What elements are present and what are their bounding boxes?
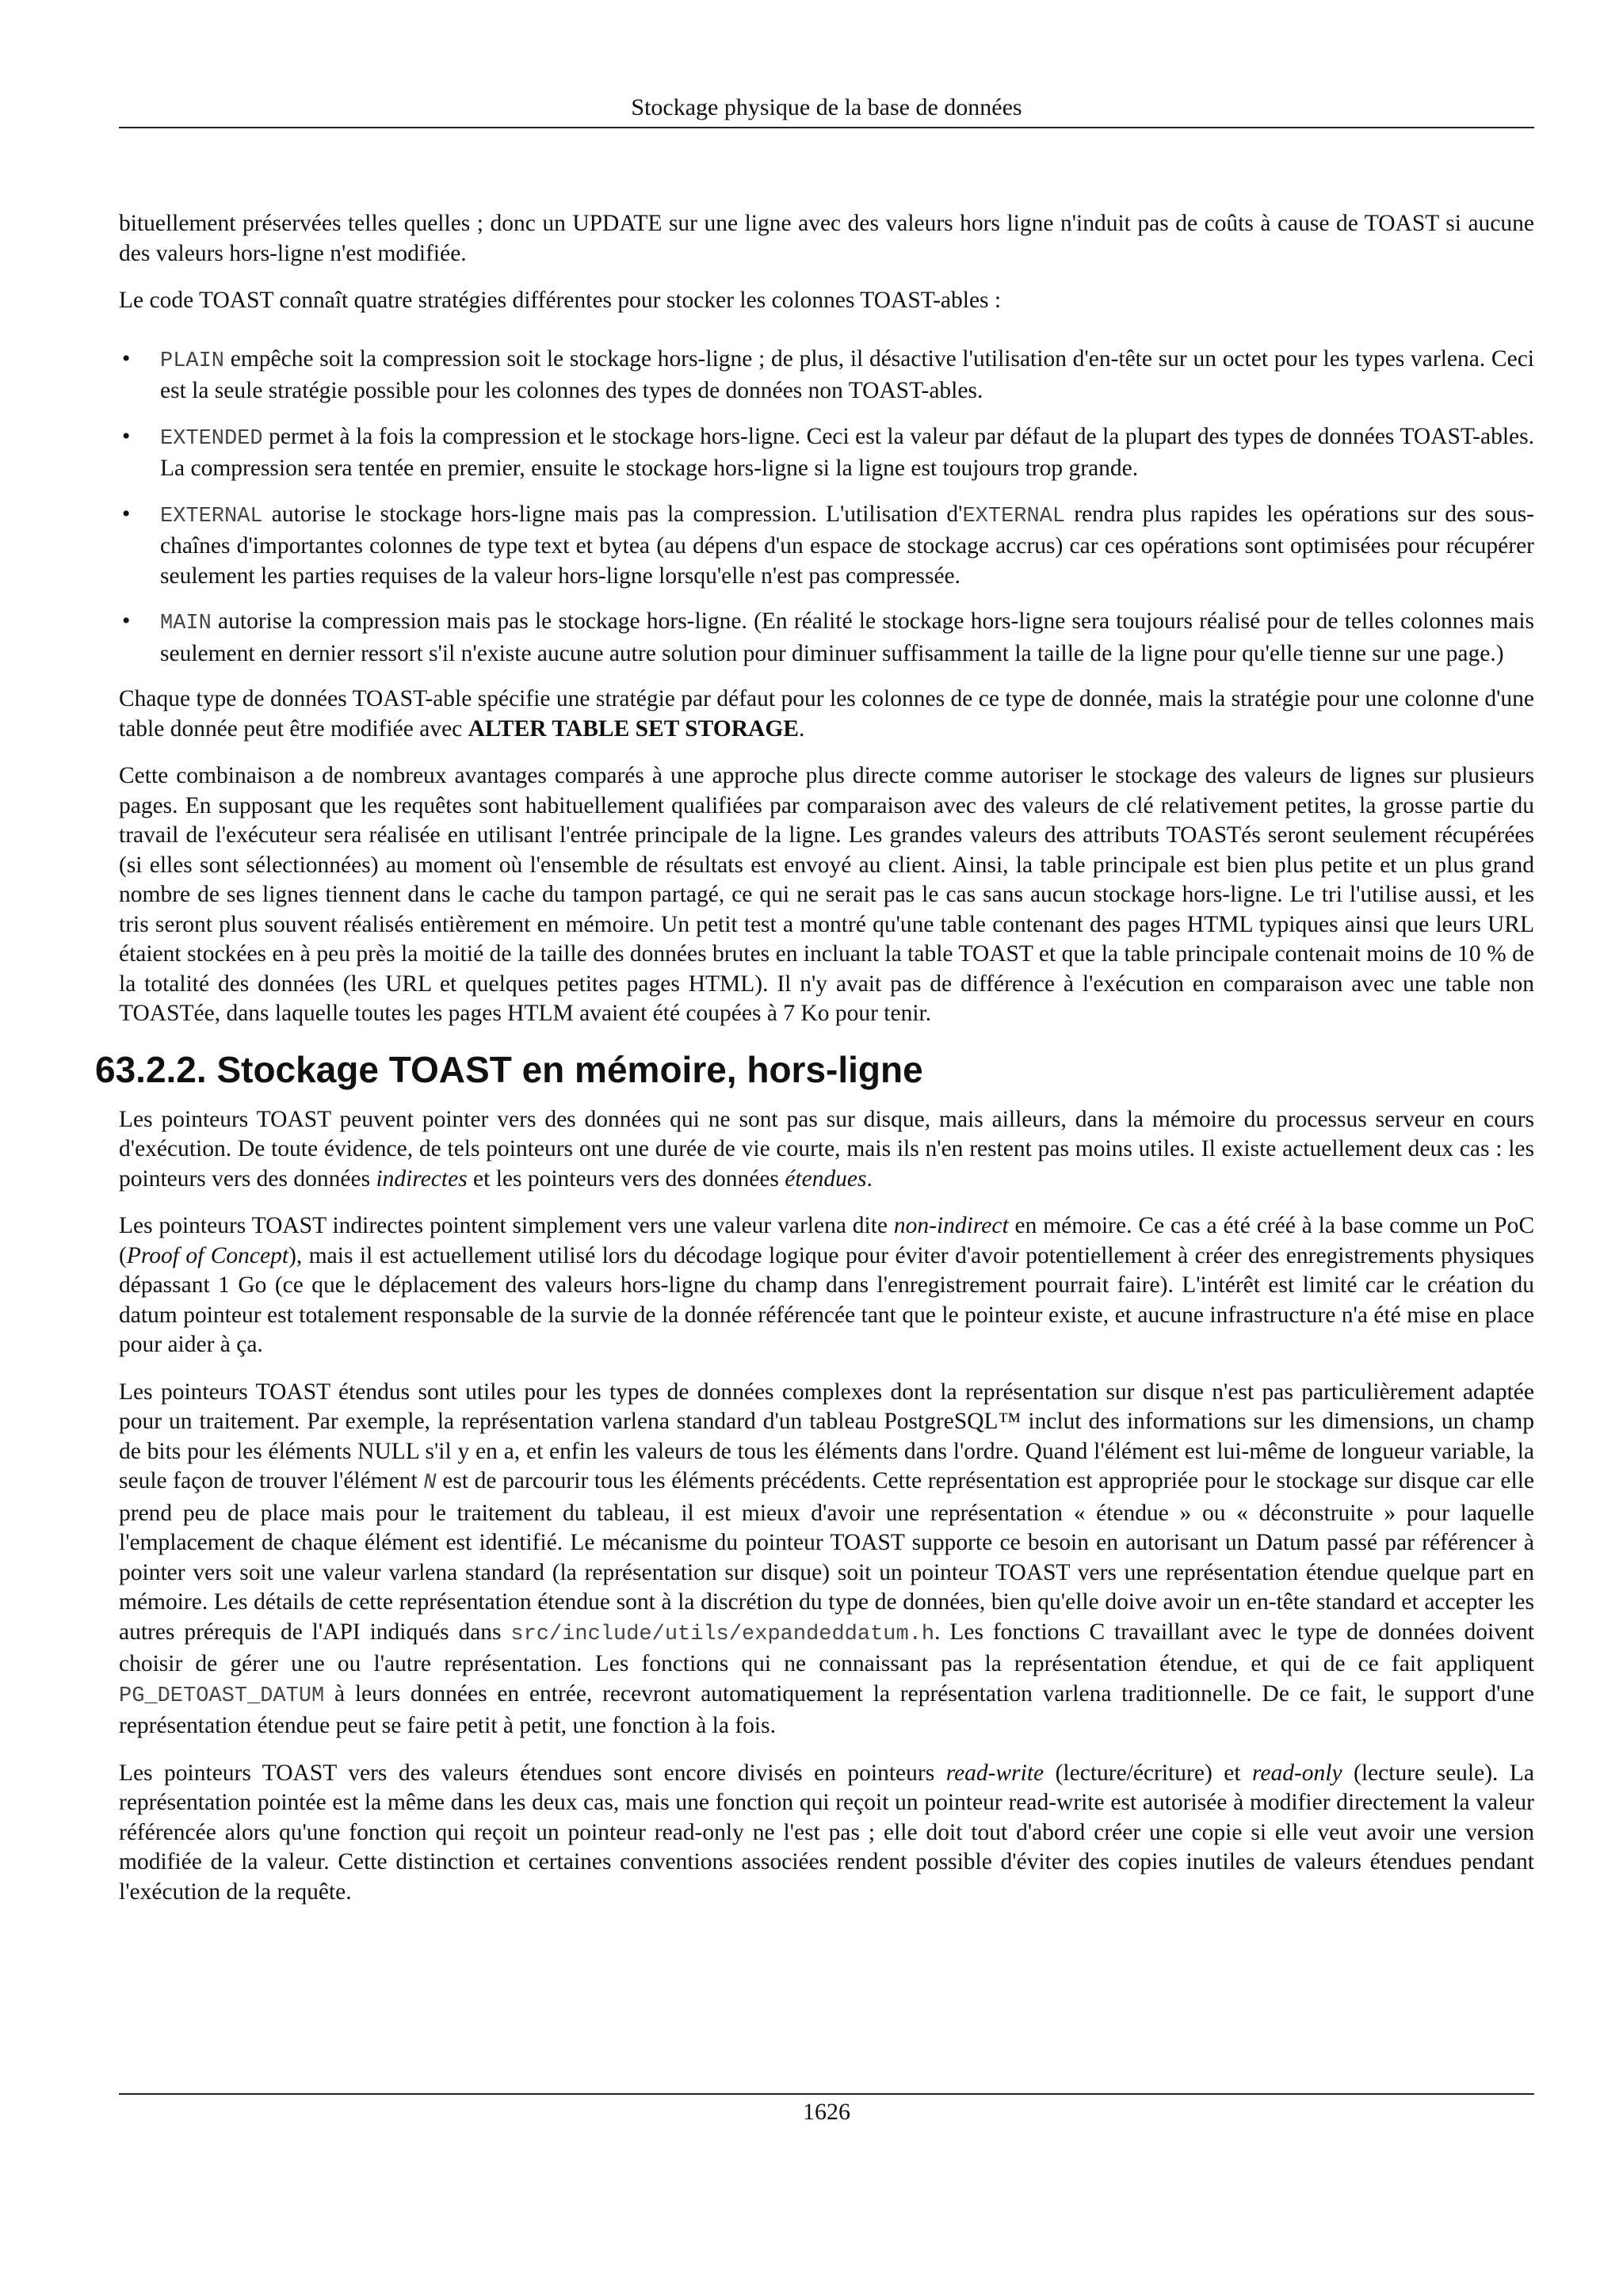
strategy-text-main: autorise la compression mais pas le stockage hors-ligne. (En réalité le stockage hors-ligne sera toujours réalisé pour de telles colonnes mais seulement en dernier ressort s'il n'existe aucune autre solution pour diminuer suffisamment la taille de la ligne pour qu'elle tienne sur une page.)	[160, 608, 1534, 666]
header-rule	[119, 127, 1534, 128]
paragraph-read-write-pointers	[119, 1759, 1534, 1908]
bullet-icon: •	[122, 423, 131, 449]
emphasis-text: non-indirect	[893, 1213, 1009, 1238]
text-segment: Chaque type de données TOAST-able spécifie une stratégie par défaut pour les colonnes de ce type de donnée, mais la stratégie pour une colonne d'une table donnée peut être modifiée avec	[119, 686, 1534, 742]
strategy-item-extended	[119, 422, 1534, 484]
variable-text: N	[423, 1471, 437, 1495]
paragraph-intro-continued: bituellement préservées telles quelles ; donc un UPDATE sur une ligne avec des valeurs hors ligne n'induit pas de coûts à cause de TOAST si aucune des valeurs hors-ligne n'est modifiée.	[119, 211, 1534, 266]
text-segment: . Les fonctions C travaillant avec le type de données doivent choisir de gérer une ou l'autre représentation. Les fonctions qui ne connaissant pas la représentation étendue, et qui de ce fait appliquent	[119, 1619, 1534, 1676]
strategy-item-main	[119, 607, 1534, 669]
text-segment: en mémoire. Ce cas a été créé à la base comme un PoC (	[119, 1213, 1534, 1268]
running-header: Stockage physique de la base de données	[631, 94, 1022, 120]
emphasis-text: read-write	[945, 1760, 1044, 1786]
emphasis-text: read-only	[1252, 1760, 1342, 1786]
strategy-item-plain	[119, 345, 1534, 406]
text-segment: ), mais il est actuellement utilisé lors du décodage logique pour éviter d'avoir potentiellement à créer des enregistrements physiques dépassant 1 Go (ce que le déplacement des valeurs hors-ligne du champ dans l'enregistrement pourrait faire). L'intérêt est limité car le création du datum pointeur est totalement responsable de la survie de la donnée référencée tant que le pointeur existe, et aucune infrastructure n'a été mise en place pour aider à ça.	[119, 1242, 1534, 1357]
text-segment: (lecture seule). La représentation pointée est la même dans les deux cas, mais une fonction qui reçoit un pointeur read-write est autorisée à modifier directement la valeur référencée alors qu'une fonction qui reçoit un pointeur read-only ne l'est pas ; elle doit tout d'abord créer une copie si elle veut avoir une version modifiée de la valeur. Cette distinction et certaines conventions associées rendent possible d'éviter des copies inutiles de valeurs étendues pendant l'exécution de la requête.	[119, 1760, 1534, 1905]
bullet-icon: •	[122, 608, 131, 634]
paragraph-default-strategy	[119, 685, 1534, 744]
text-segment: Les pointeurs TOAST vers des valeurs étendues sont encore divisés en pointeurs	[119, 1760, 946, 1786]
footer-rule	[119, 2093, 1534, 2095]
strategy-text-plain: empêche soit la compression soit le stockage hors-ligne ; de plus, il désactive l'utilisation d'en-tête sur un octet pour les types varlena. Ceci est la seule stratégie possible pour les colonnes des types de données non TOAST-ables.	[160, 345, 1534, 403]
page-body	[95, 209, 1535, 1924]
strategy-code-external: EXTERNAL	[160, 504, 263, 528]
text-segment: Les pointeurs TOAST indirectes pointent simplement vers une valeur varlena dite	[119, 1213, 894, 1238]
strategy-text-extended: permet à la fois la compression et le stockage hors-ligne. Ceci est la valeur par défaut de la plupart des types de données TOAST-ables. La compression sera tentée en premier, ensuite le stockage hors-ligne si la ligne est toujours trop grande.	[160, 423, 1534, 481]
strategy-item-external	[119, 500, 1534, 592]
bullet-icon: •	[122, 501, 131, 527]
text-segment: .	[866, 1165, 873, 1192]
text-segment: (lecture/écriture) et	[1044, 1760, 1252, 1786]
paragraph-advantages: Cette combinaison a de nombreux avantages comparés à une approche plus directe comme autoriser le stockage des valeurs de lignes sur plusieurs pages. En supposant que les requêtes sont habituellement qualifiées par comparaison avec des valeurs de clé relativement petites, la grosse partie du travail de l'exécuteur sera réalisée en utilisant l'entrée principale de la ligne. Les grandes valeurs des attributs TOASTés seront seulement récupérées (si elles sont sélectionnées) au moment où l'ensemble de résultats est envoyé au client. Ainsi, la table principale est bien plus petite et un plus grand nombre de ses lignes tiennent dans le cache du tampon partagé, ce qui ne serait pas le cas sans aucun stockage hors-ligne. Le tri l'utilise aussi, et les tris seront plus souvent réalisés entièrement en mémoire. Un petit test a montré qu'une table contenant des pages HTML typiques ainsi que leurs URL étaient stockées en à peu près la moitié de la taille des données brutes en incluant la table TOAST et que la table principale contenait moins de 10 % de la totalité des données (les URL et quelques petites pages HTML). Il n'y avait pas de différence à l'exécution en comparaison avec une table non TOASTée, dans laquelle toutes les pages HTLM avaient été coupées à 7 Ko pour tenir.	[119, 763, 1534, 1026]
strategy-text-external-b: rendra plus rapides les opérations sur des sous-chaînes d'importantes colonnes de type text et bytea (au dépens d'un espace de stockage accrus) car ces opérations sont optimisées pour récupérer seulement les parties requises de la valeur hors-ligne lorsqu'elle n'est pas compressée.	[160, 501, 1535, 589]
bullet-icon: •	[122, 345, 131, 372]
emphasis-text: étendues	[785, 1165, 867, 1192]
emphasis-text: indirectes	[376, 1165, 468, 1192]
emphasis-text: Proof of Concept	[126, 1242, 289, 1268]
strategy-code-main: MAIN	[160, 612, 212, 635]
text-segment: Les pointeurs TOAST peuvent pointer vers des données qui ne sont pas sur disque, mais ailleurs, dans la mémoire du processus serveur en cours d'exécution. De toute évidence, de tels pointeurs ont une durée de vie courte, mais ils n'en restent pas moins utiles. Il existe actuellement deux cas : les pointeurs vers des données	[119, 1106, 1534, 1192]
section-heading: 63.2.2. Stockage TOAST en mémoire, hors-ligne	[95, 1048, 923, 1090]
strategy-list	[119, 345, 1534, 669]
strategy-code-plain: PLAIN	[160, 349, 225, 373]
paragraph-strategies-intro: Le code TOAST connaît quatre stratégies différentes pour stocker les colonnes TOAST-ables :	[119, 288, 1002, 313]
text-segment: à leurs données en entrée, recevront automatiquement la représentation varlena traditionnelle. De ce fait, le support d'une représentation étendue peut se faire petit à petit, une fonction à la fois.	[119, 1680, 1534, 1738]
text-segment: Les pointeurs TOAST étendus sont utiles pour les types de données complexes dont la représentation sur disque n'est pas particulièrement adaptée pour un traitement. Par exemple, la représentation varlena standard d'un tableau PostgreSQL™ inclut des informations sur les dimensions, un champ de bits pour les éléments NULL s'il y en a, et enfin les valeurs de tous les éléments dans l'ordre. Quand l'élément est lui-même de longueur variable, la seule façon de trouver l'élément	[119, 1379, 1534, 1493]
macro-name: PG_DETOAST_DATUM	[119, 1684, 325, 1708]
text-segment: est de parcourir tous les éléments précédents. Cette représentation est appropriée pour le stockage sur disque car elle prend peu de place mais pour le traitement du tableau, il est mieux d'avoir une représentation « étendue » ou « déconstruite » pour laquelle l'emplacement de chaque élément est identifié. Le mécanisme du pointeur TOAST supporte ce besoin en autorisant un Datum passé par référencer à pointer vers soit une valeur varlena standard (la représentation sur disque) soit un pointeur TOAST vers une représentation étendue quelque part en mémoire. Les détails de cette représentation étendue sont à la discrétion du type de données, bien qu'elle doive avoir un en-tête standard et accepter les autres prérequis de l'API indiqués dans	[119, 1468, 1534, 1645]
paragraph-in-memory-pointers	[119, 1105, 1534, 1195]
paragraph-indirect-pointers	[119, 1211, 1534, 1360]
command-alter-table: ALTER TABLE SET STORAGE	[468, 715, 799, 742]
file-path: src/include/utils/expandeddatum.h	[510, 1622, 935, 1646]
page-number: 1626	[803, 2099, 850, 2125]
paragraph-expanded-pointers	[119, 1378, 1534, 1741]
text-segment: et les pointeurs vers des données	[467, 1165, 785, 1192]
text-segment: .	[798, 715, 805, 742]
strategy-code-extended: EXTENDED	[160, 426, 263, 451]
strategy-text-external-a: autorise le stockage hors-ligne mais pas la compression. L'utilisation d'	[262, 501, 963, 527]
strategy-code-external-inline: EXTERNAL	[962, 504, 1066, 528]
